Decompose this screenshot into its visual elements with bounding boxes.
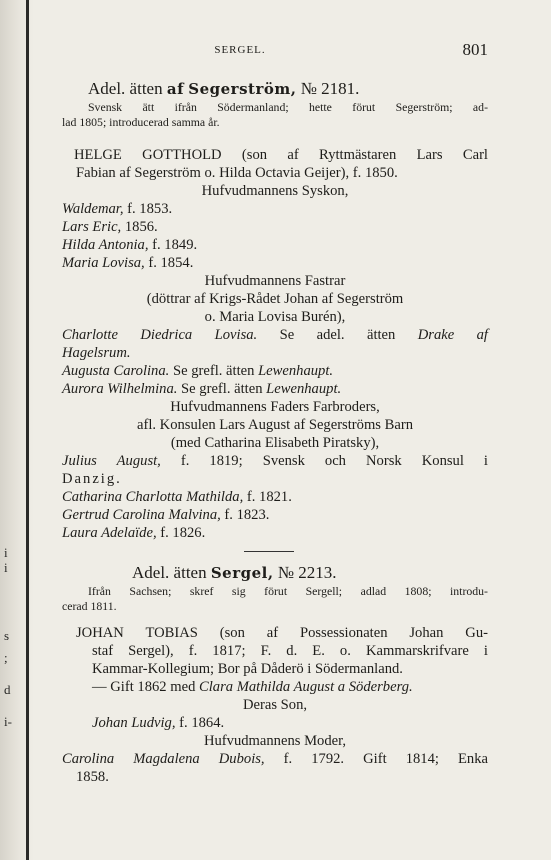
intro-line: lad 1805; introducerad samma år. <box>62 115 220 129</box>
marriage-line <box>92 678 518 696</box>
person-name: Gertrud Carolina Malvina, <box>62 507 221 523</box>
margin-mark: s <box>4 628 10 643</box>
intro-line: Ifrån Sachsen; skref sig förut Sergell; adlad 1808; introdu- <box>88 584 488 598</box>
person-name: Johan Ludvig, <box>92 715 176 731</box>
book-spine <box>26 0 29 860</box>
person-entry <box>62 200 488 218</box>
heading-family: Segerström, <box>188 80 297 98</box>
person-entry <box>62 254 488 272</box>
subheading-detail: o. Maria Lovisa Burén), <box>204 309 346 325</box>
heading-number: № 2181. <box>300 79 360 98</box>
main-entry-line: HELGE GOTTHOLD (son af Ryttmästaren Lars Carl <box>74 147 488 163</box>
family-reference: Lewenhaupt. <box>266 381 342 397</box>
heading-prefix: Adel. ätten <box>132 563 207 582</box>
section-heading <box>132 562 551 584</box>
person-entry <box>62 362 488 380</box>
family-reference: Lewenhaupt. <box>258 363 334 379</box>
person-name: Maria Lovisa, <box>62 255 145 271</box>
page-number: 801 <box>462 40 488 59</box>
person-detail: f. 1826. <box>156 525 206 541</box>
person-detail: f. 1853. <box>123 201 173 217</box>
margin-mark: i <box>4 545 8 560</box>
person-name: Hilda Antonia, <box>62 237 149 253</box>
heading-prefix: Adel. ätten <box>88 79 163 98</box>
person-name: Augusta Carolina. <box>62 363 170 379</box>
heading-family: Sergel, <box>210 564 274 582</box>
person-name: Waldemar, <box>62 201 124 217</box>
person-entry <box>62 236 488 254</box>
subheading-detail: afl. Konsulen Lars August af Segerströms Barn <box>136 417 413 433</box>
person-entry <box>62 488 488 506</box>
person-name: Catharina Charlotta Mathilda, <box>62 489 244 505</box>
person-name: Aurora Wilhelmina. <box>62 381 178 397</box>
person-detail: Danzig. <box>62 471 122 487</box>
person-entry <box>62 218 488 236</box>
person-name: Laura Adelaïde, <box>62 525 157 541</box>
person-entry <box>62 750 488 768</box>
person-detail: f. 1823. <box>220 507 270 523</box>
running-header: SERGEL. <box>214 44 266 56</box>
margin-mark: i- <box>4 714 12 729</box>
margin-mark: d <box>4 682 11 697</box>
subheading: Hufvudmannens Moder, <box>203 733 347 749</box>
person-entry <box>62 326 488 344</box>
section-heading <box>88 78 514 100</box>
person-entry <box>62 452 488 470</box>
subheading: Hufvudmannens Faders Farbroders, <box>170 399 380 415</box>
marriage-prefix: — Gift 1862 med <box>92 679 200 695</box>
person-detail: 1858. <box>76 769 109 785</box>
person-entry <box>92 714 518 732</box>
subheading-detail: (döttrar af Krigs-Rådet Johan af Segerström <box>146 291 404 307</box>
heading-of: af <box>166 80 185 98</box>
family-reference: Drake af <box>417 327 488 343</box>
person-name: Charlotte Diedrica Lovisa. <box>62 327 258 343</box>
subheading: Deras Son, <box>242 697 308 713</box>
person-entry <box>62 506 488 524</box>
person-detail: 1856. <box>121 219 158 235</box>
margin-mark: ; <box>4 650 8 665</box>
main-entry-line: Kammar-Kollegium; Bor på Dåderö i Södermanland. <box>92 661 403 677</box>
person-detail: f. 1819; Svensk och Norsk Konsul i <box>160 453 488 469</box>
person-detail: Se grefl. ätten <box>177 381 267 397</box>
main-entry-line: staf Sergel), f. 1817; F. d. E. o. Kammarskrifvare i <box>92 643 488 659</box>
subheading: Hufvudmannens Fastrar <box>204 273 346 289</box>
margin-mark: i <box>4 560 8 575</box>
person-detail: f. 1849. <box>148 237 198 253</box>
person-detail: f. 1792. Gift 1814; Enka <box>264 751 489 767</box>
section-divider <box>244 551 294 552</box>
main-entry-line: Fabian af Segerström o. Hilda Octavia Geijer), f. 1850. <box>76 165 398 181</box>
intro-line: Svensk ätt ifrån Södermanland; hette förut Segerström; ad- <box>88 100 488 114</box>
person-name: Carolina Magdalena Dubois, <box>62 751 265 767</box>
person-detail: Se adel. ätten <box>257 327 418 343</box>
person-detail: f. 1821. <box>243 489 292 505</box>
heading-number: № 2213. <box>277 563 337 582</box>
person-name: Julius August, <box>62 453 161 469</box>
main-entry-line: JOHAN TOBIAS (son af Possessionaten Johan Gu- <box>76 625 488 641</box>
person-entry <box>62 380 488 398</box>
person-detail: f. 1854. <box>144 255 194 271</box>
subheading: Hufvudmannens Syskon, <box>201 183 349 199</box>
person-name: Lars Eric, <box>62 219 122 235</box>
person-detail: f. 1864. <box>175 715 225 731</box>
family-reference: Hagelsrum. <box>62 345 131 361</box>
spouse-name: Clara Mathilda August a Söderberg. <box>199 679 413 695</box>
person-detail: Se grefl. ätten <box>169 363 259 379</box>
person-entry <box>62 524 488 542</box>
subheading-detail: (med Catharina Elisabeth Piratsky), <box>170 435 380 451</box>
intro-line: cerad 1811. <box>62 599 117 613</box>
